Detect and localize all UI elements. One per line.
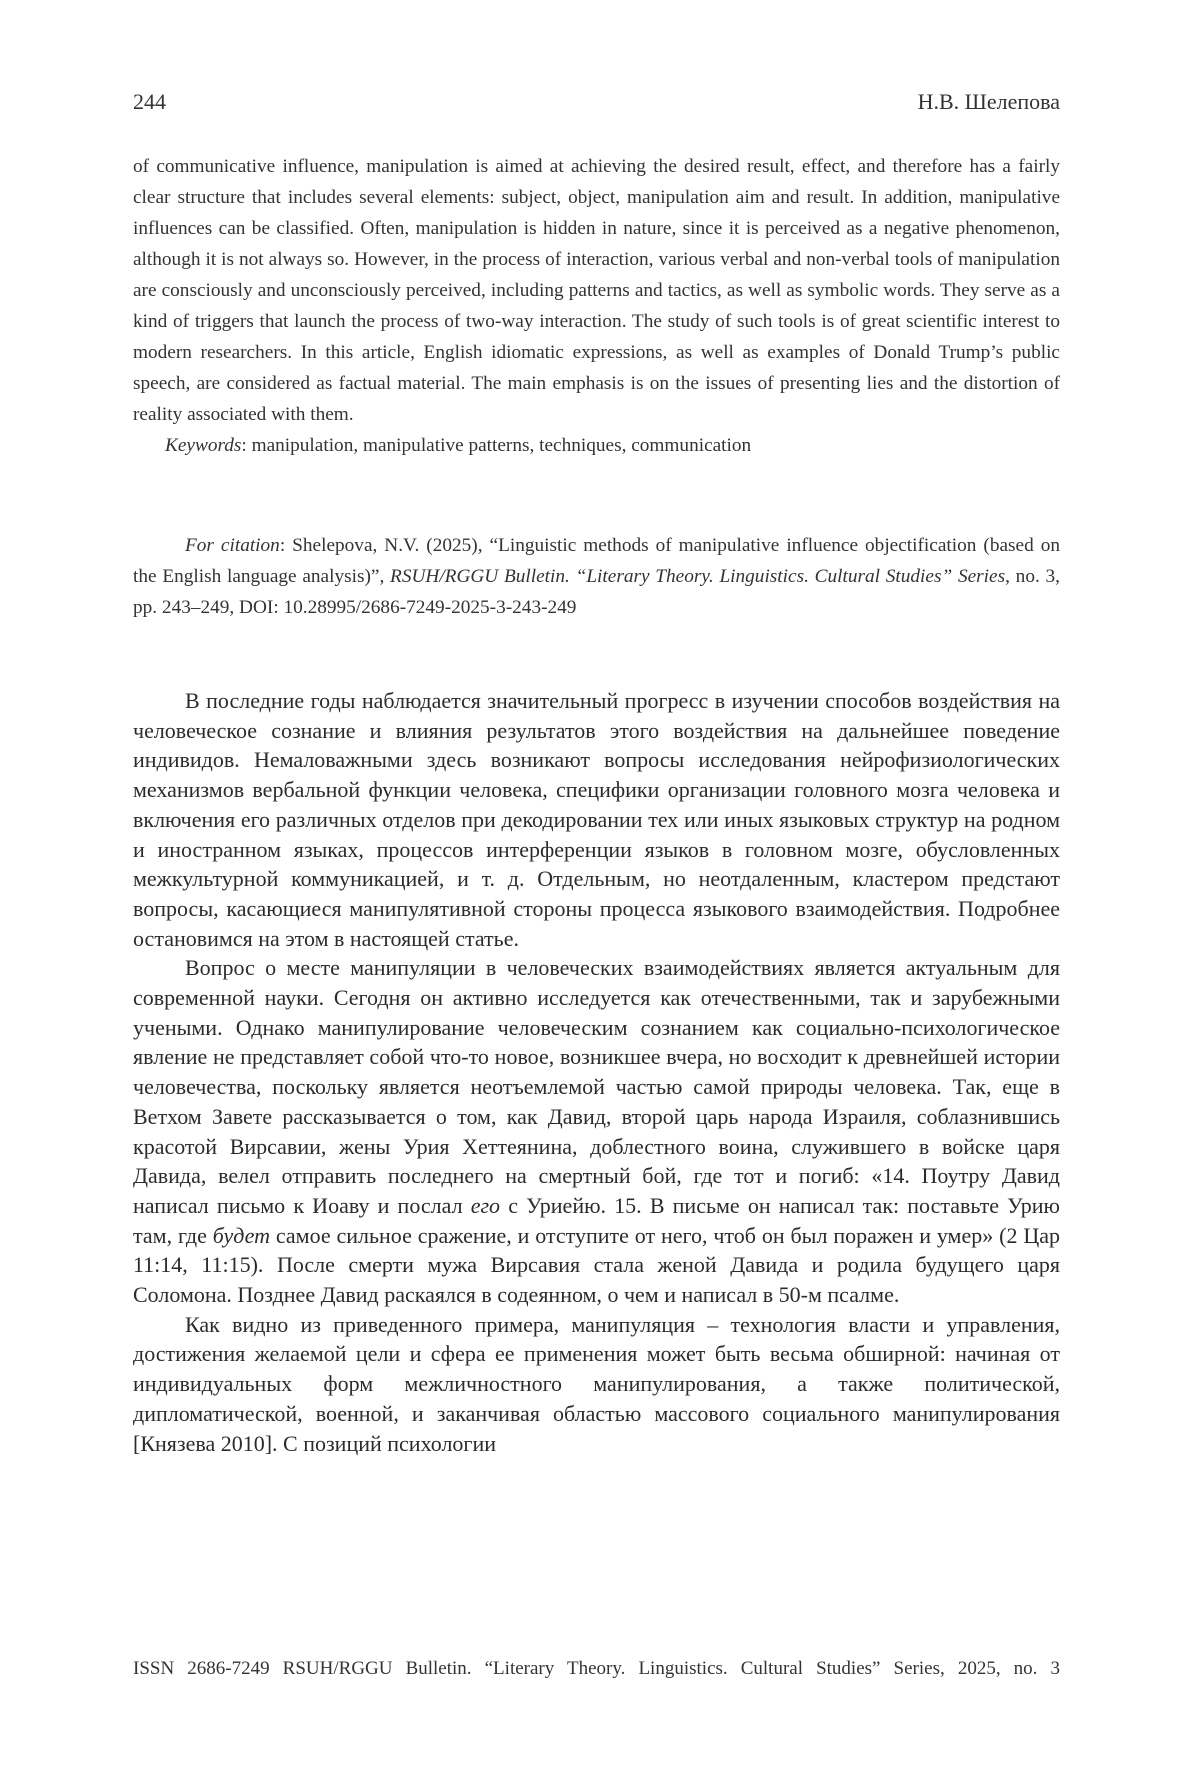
keywords-list: : manipulation, manipulative patterns, techniques, communication <box>241 435 752 456</box>
running-author: Н.В. Шелепова <box>917 89 1060 114</box>
citation-text-1: : Shelepova, N.V. (2025), “Linguistic methods of manipulative influence objectification (based on the English language analysis)”, <box>133 535 1060 587</box>
body-paragraph-2-italic-2: будет <box>212 1222 270 1248</box>
citation-journal: RSUH/RGGU Bulletin. “Literary Theory. Linguistics. Cultural Studies” Series <box>390 566 1006 587</box>
abstract-text: of communicative influence, manipulation is aimed at achieving the desired result, effect, and therefore has a fairly clear structure that includes several elements: subject, object, manipulation aim and result. In addition, manipulative influences can be classified. Often, manipulation is hidden in nature, since it is perceived as a negative phenomenon, although it is not always so. However, in the process of interaction, various verbal and non-verbal tools of manipulation are consciously and unconsciously perceived, including patterns and tactics, as well as symbolic words. They serve as a kind of triggers that launch the process of two-way interaction. The study of such tools is of great scientific interest to modern researchers. In this article, English idiomatic expressions, as well as examples of Donald Trump’s public speech, are considered as factual material. The main emphasis is on the issues of presenting lies and the distortion of reality associated with them. <box>133 156 1060 425</box>
body-paragraph-2-part-c: самое сильное сражение, и отступите от него, чтоб он был поражен и умер» (2 Цар 11:14, 11:15). После смерти мужа Вирсавия стала женой Давида и родила будущего царя Соломона. Позднее Давид раскаялся в содеянном, о чем и написал в 50-м псалме. <box>133 1222 1060 1308</box>
body-paragraph-2-italic-1: его <box>470 1192 501 1218</box>
running-header <box>133 88 1060 116</box>
citation-block <box>133 530 1060 623</box>
keywords <box>133 430 1060 461</box>
keywords-label: Keywords <box>165 435 242 456</box>
citation-label: For citation <box>185 535 280 556</box>
body-paragraph-2-part-a: Вопрос о месте манипуляции в человеческих взаимодействиях является актуальным для современной науки. Сегодня он активно исследуется как отечественными, так и зарубежными учеными. Однако манипулирование человеческим сознанием как социально-психологическое явление не представляет собой что-то новое, возникшее вчера, но восходит к древнейшей истории человечества, поскольку является неотъемлемой частью самой природы человека. Так, еще в Ветхом Завете рассказывается о том, как Давид, второй царь народа Израиля, соблазнившись красотой Вирсавии, жены Урия Хеттеянина, доблестного воина, служившего в войске царя Давида, велел отправить последнего на смертный бой, где тот и погиб: «14. Поутру Давид написал письмо к Иоаву и послал <box>133 955 1060 1218</box>
article-body <box>133 686 1060 1458</box>
body-paragraph-3: Как видно из приведенного примера, манипуляция – технология власти и управления, достижения желаемой цели и сфера ее применения может быть весьма обширной: начиная от индивидуальных форм межличностного манипулирования, а также политической, дипломатической, военной, и заканчивая областью массового социального манипулирования [Князева 2010]. С позиций психологии <box>133 1311 1060 1456</box>
citation-text-2: , no. 3, pp. 243–249, DOI: 10.28995/2686-7249-2025-3-243-249 <box>133 566 1061 618</box>
body-paragraph-2 <box>133 953 1060 1309</box>
abstract-english <box>133 151 1060 461</box>
body-paragraph-2-part-b: с Уриейю. 15. В письме он написал так: поставьте Урию там, где <box>133 1192 1060 1248</box>
running-footer: ISSN 2686-7249 RSUH/RGGU Bulletin. “Literary Theory. Linguistics. Cultural Studies” Series, 2025, no. 3 <box>133 1658 1060 1679</box>
page-number: 244 <box>133 89 166 114</box>
body-paragraph-1: В последние годы наблюдается значительный прогресс в изучении способов воздействия на человеческое сознание и влияния результатов этого воздействия на дальнейшее поведение индивидов. Немаловажными здесь возникают вопросы исследования нейрофизиологических механизмов вербальной функции человека, специфики организации головного мозга человека и включения его различных отделов при декодировании тех или иных языковых структур на родном и иностранном языках, процессов интерференции языков в головном мозге, обусловленных межкультурной коммуникацией, и т. д. Отдельным, но неотдаленным, кластером предстают вопросы, касающиеся манипулятивной стороны процесса языкового взаимодействия. Подробнее остановимся на этом в настоящей статье. <box>133 688 1060 951</box>
